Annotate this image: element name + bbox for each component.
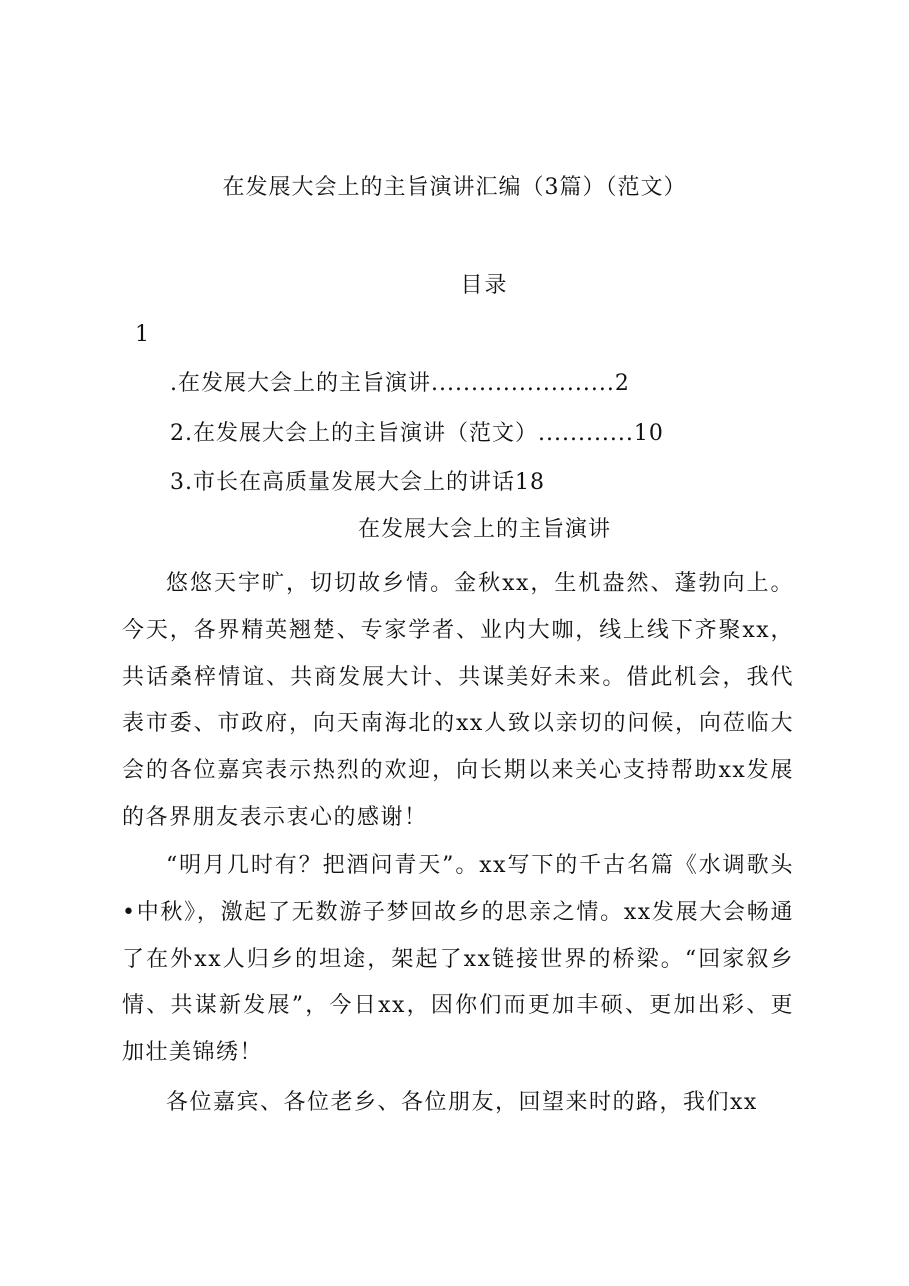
document-title: 在发展大会上的主旨演讲汇编（3篇）（范文） (222, 175, 687, 200)
body-paragraph-3: 各位嘉宾、各位老乡、各位朋友，回望来时的路，我们xx (166, 1090, 758, 1115)
toc-number: 1 (135, 322, 149, 347)
toc-heading: 目录 (460, 273, 509, 298)
toc-item-2[interactable]: 2.在发展大会上的主旨演讲（范文）............10 (170, 421, 664, 446)
body-paragraph-2: “明月几时有？把酒问青天”。xx写下的千古名篇《水调歌头•中秋》，激起了无数游子梦回故乡的思亲之情。xx发展大会畅通了在外xx人归乡的坦途，架起了xx链接世界的桥梁。“回家叙乡情、共谋新发展”，今日xx，因你们而更加丰硕、更加出彩、更加壮美锦绣！ (122, 853, 794, 1066)
toc-item-3[interactable]: 3.市长在高质量发展大会上的讲话18 (170, 470, 545, 495)
section-title: 在发展大会上的主旨演讲 (357, 517, 611, 542)
body-paragraph-1: 悠悠天宇旷，切切故乡情。金秋xx，生机盎然、蓬勃向上。今天，各界精英翘楚、专家学者、业内大咖，线上线下齐聚xx，共话桑梓情谊、共商发展大计、共谋美好未来。借此机会，我代表市委、市政府，向天南海北的xx人致以亲切的问候，向莅临大会的各位嘉宾表示热烈的欢迎，向长期以来关心支持帮助xx发展的各界朋友表示衷心的感谢！ (122, 571, 794, 830)
toc-item-1[interactable]: .在发展大会上的主旨演讲.......................2 (170, 371, 630, 396)
